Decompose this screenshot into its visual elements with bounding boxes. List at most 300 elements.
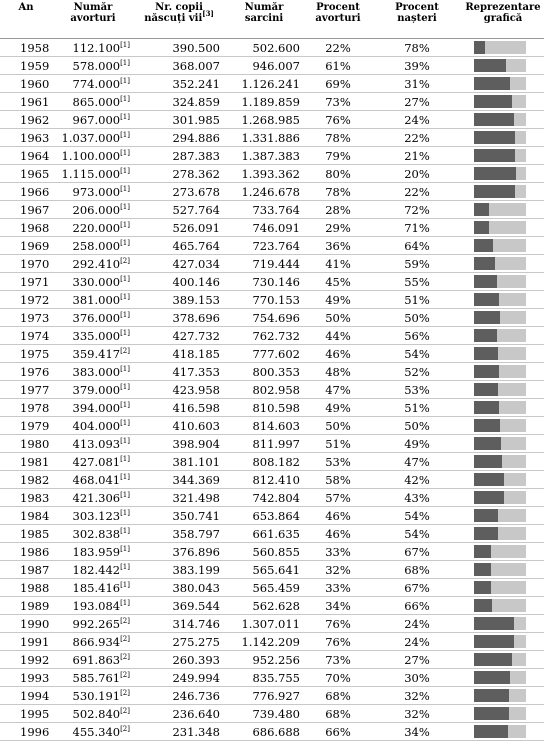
footnote-link[interactable]: [1] xyxy=(120,184,130,193)
births-cell: 275.275 xyxy=(134,633,224,651)
abortions-value: 258.000 xyxy=(72,238,121,253)
table-row xyxy=(0,381,544,399)
share-bar xyxy=(474,95,526,108)
abortions-value: 992.265 xyxy=(72,616,121,631)
footnote-link[interactable]: [2] xyxy=(120,634,130,643)
table-row xyxy=(0,57,544,75)
abortion-share-fill xyxy=(474,329,497,342)
pregnancies-cell: 754.696 xyxy=(224,309,304,327)
year-cell: 1980 xyxy=(0,435,52,453)
abortions-cell xyxy=(52,507,134,525)
birth-pct-cell: 50% xyxy=(372,417,462,435)
share-bar xyxy=(474,635,526,648)
chart-cell xyxy=(462,363,544,381)
abortions-value: 206.000 xyxy=(72,202,121,217)
abortion-share-fill xyxy=(474,365,499,378)
chart-cell xyxy=(462,579,544,597)
footnote-link[interactable]: [1] xyxy=(120,202,130,211)
abortion-pct-cell: 48% xyxy=(304,363,372,381)
abortions-value: 182.442 xyxy=(72,562,121,577)
abortion-share-fill xyxy=(474,113,514,126)
chart-cell xyxy=(462,273,544,291)
pregnancies-cell: 814.603 xyxy=(224,417,304,435)
pregnancies-cell: 812.410 xyxy=(224,471,304,489)
chart-cell xyxy=(462,93,544,111)
abortions-cell xyxy=(52,129,134,147)
header-births-label: Nr. copii născuți vii xyxy=(144,2,203,24)
footnote-link[interactable]: [2] xyxy=(120,706,130,715)
year-cell: 1959 xyxy=(0,57,52,75)
footnote-link[interactable]: [1] xyxy=(120,490,130,499)
chart-cell xyxy=(462,669,544,687)
year-cell: 1996 xyxy=(0,723,52,741)
birth-pct-cell: 24% xyxy=(372,111,462,129)
births-cell: 376.896 xyxy=(134,543,224,561)
abortions-cell xyxy=(52,579,134,597)
abortions-cell xyxy=(52,381,134,399)
pregnancies-cell: 952.256 xyxy=(224,651,304,669)
abortion-share-fill xyxy=(474,509,498,522)
abortions-cell xyxy=(52,75,134,93)
share-bar xyxy=(474,383,526,396)
share-bar xyxy=(474,617,526,630)
abortions-cell xyxy=(52,309,134,327)
abortion-pct-cell: 33% xyxy=(304,579,372,597)
share-bar xyxy=(474,221,526,234)
footnote-link[interactable]: [1] xyxy=(120,508,130,517)
footnote-link[interactable]: [1] xyxy=(120,562,130,571)
abortion-share-fill xyxy=(474,131,515,144)
abortions-value: 421.306 xyxy=(72,490,121,505)
birth-pct-cell: 27% xyxy=(372,93,462,111)
table-row xyxy=(0,669,544,687)
table-row xyxy=(0,561,544,579)
births-cell: 527.764 xyxy=(134,201,224,219)
births-cell: 231.348 xyxy=(134,723,224,741)
header-chart: Reprezentare grafică xyxy=(462,0,544,39)
share-bar xyxy=(474,185,526,198)
pregnancies-cell: 835.755 xyxy=(224,669,304,687)
abortions-cell xyxy=(52,291,134,309)
abortions-value: 413.093 xyxy=(72,436,121,451)
year-cell: 1973 xyxy=(0,309,52,327)
abortions-value: 585.761 xyxy=(72,670,121,685)
abortions-cell xyxy=(52,237,134,255)
birth-pct-cell: 55% xyxy=(372,273,462,291)
births-cell: 321.498 xyxy=(134,489,224,507)
footnote-link[interactable]: [2] xyxy=(120,652,130,661)
abortion-pct-cell: 50% xyxy=(304,417,372,435)
share-bar xyxy=(474,455,526,468)
chart-cell xyxy=(462,561,544,579)
share-bar xyxy=(474,437,526,450)
header-births-note[interactable]: [3] xyxy=(202,9,214,18)
abortions-value: 774.000 xyxy=(72,76,121,91)
year-cell: 1977 xyxy=(0,381,52,399)
year-cell: 1968 xyxy=(0,219,52,237)
abortions-value: 292.410 xyxy=(72,256,121,271)
pregnancies-cell: 946.007 xyxy=(224,57,304,75)
abortion-share-fill xyxy=(474,617,514,630)
abortions-value: 302.838 xyxy=(72,526,121,541)
birth-pct-cell: 54% xyxy=(372,507,462,525)
chart-cell xyxy=(462,633,544,651)
footnote-link[interactable]: [2] xyxy=(120,670,130,679)
birth-pct-cell: 20% xyxy=(372,165,462,183)
footnote-link[interactable]: [2] xyxy=(120,724,130,733)
pregnancies-cell: 565.459 xyxy=(224,579,304,597)
table-row xyxy=(0,543,544,561)
abortion-pct-cell: 70% xyxy=(304,669,372,687)
share-bar xyxy=(474,671,526,684)
table-row xyxy=(0,687,544,705)
footnote-link[interactable]: [1] xyxy=(120,328,130,337)
table-row xyxy=(0,417,544,435)
share-bar xyxy=(474,509,526,522)
footnote-link[interactable]: [1] xyxy=(120,238,130,247)
abortions-cell xyxy=(52,525,134,543)
abortions-cell xyxy=(52,561,134,579)
share-bar xyxy=(474,365,526,378)
abortion-share-fill xyxy=(474,437,501,450)
birth-pct-cell: 49% xyxy=(372,435,462,453)
abortions-cell xyxy=(52,255,134,273)
table-row xyxy=(0,129,544,147)
pregnancies-cell: 1.331.886 xyxy=(224,129,304,147)
header-year: An xyxy=(0,0,52,39)
footnote-link[interactable]: [1] xyxy=(120,436,130,445)
share-bar xyxy=(474,725,526,738)
births-cell: 427.732 xyxy=(134,327,224,345)
footnote-link[interactable]: [1] xyxy=(120,94,130,103)
abortions-value: 381.000 xyxy=(72,292,121,307)
pregnancies-cell: 1.189.859 xyxy=(224,93,304,111)
abortions-cell xyxy=(52,489,134,507)
table-row xyxy=(0,435,544,453)
share-bar xyxy=(474,491,526,504)
header-row xyxy=(0,0,544,39)
footnote-link[interactable]: [1] xyxy=(120,220,130,229)
birth-pct-cell: 47% xyxy=(372,453,462,471)
birth-pct-cell: 59% xyxy=(372,255,462,273)
births-cell: 324.859 xyxy=(134,93,224,111)
pregnancies-cell: 739.480 xyxy=(224,705,304,723)
births-cell: 380.043 xyxy=(134,579,224,597)
abortions-value: 502.840 xyxy=(72,706,121,721)
chart-cell xyxy=(462,543,544,561)
births-cell: 358.797 xyxy=(134,525,224,543)
footnote-link[interactable]: [2] xyxy=(120,688,130,697)
pregnancies-cell: 562.628 xyxy=(224,597,304,615)
table-row xyxy=(0,183,544,201)
share-bar xyxy=(474,545,526,558)
abortions-cell xyxy=(52,435,134,453)
abortion-pct-cell: 44% xyxy=(304,327,372,345)
abortion-pct-cell: 78% xyxy=(304,183,372,201)
footnote-link[interactable]: [1] xyxy=(120,454,130,463)
footnote-link[interactable]: [1] xyxy=(120,130,130,139)
year-cell: 1969 xyxy=(0,237,52,255)
abortion-pct-cell: 34% xyxy=(304,597,372,615)
share-bar xyxy=(474,149,526,162)
footnote-link[interactable]: [1] xyxy=(120,166,130,175)
abortions-value: 379.000 xyxy=(72,382,121,397)
abortion-share-fill xyxy=(474,383,498,396)
abortion-pct-cell: 69% xyxy=(304,75,372,93)
table-row xyxy=(0,471,544,489)
pregnancies-cell: 1.126.241 xyxy=(224,75,304,93)
births-cell: 278.362 xyxy=(134,165,224,183)
birth-pct-cell: 66% xyxy=(372,597,462,615)
year-cell: 1992 xyxy=(0,651,52,669)
births-cell: 273.678 xyxy=(134,183,224,201)
abortion-pct-cell: 49% xyxy=(304,399,372,417)
abortion-pct-cell: 58% xyxy=(304,471,372,489)
abortion-share-fill xyxy=(474,545,491,558)
birth-pct-cell: 54% xyxy=(372,345,462,363)
abortion-pct-cell: 50% xyxy=(304,309,372,327)
births-cell: 465.764 xyxy=(134,237,224,255)
abortion-pct-cell: 61% xyxy=(304,57,372,75)
births-cell: 344.369 xyxy=(134,471,224,489)
pregnancies-cell: 719.444 xyxy=(224,255,304,273)
abortions-value: 1.100.000 xyxy=(61,148,121,163)
share-bar xyxy=(474,599,526,612)
footnote-link[interactable]: [1] xyxy=(120,364,130,373)
abortion-pct-cell: 45% xyxy=(304,273,372,291)
share-bar xyxy=(474,653,526,666)
abortion-share-fill xyxy=(474,239,493,252)
abortions-value: 866.934 xyxy=(72,634,121,649)
footnote-link[interactable]: [1] xyxy=(120,148,130,157)
abortions-value: 359.417 xyxy=(72,346,121,361)
abortion-pct-cell: 46% xyxy=(304,525,372,543)
table-row xyxy=(0,525,544,543)
birth-pct-cell: 39% xyxy=(372,57,462,75)
chart-cell xyxy=(462,39,544,57)
birth-pct-cell: 22% xyxy=(372,129,462,147)
abortion-share-fill xyxy=(474,275,497,288)
footnote-link[interactable]: [1] xyxy=(120,472,130,481)
pregnancies-cell: 742.804 xyxy=(224,489,304,507)
table-row xyxy=(0,579,544,597)
footnote-link[interactable]: [1] xyxy=(120,112,130,121)
table-row xyxy=(0,705,544,723)
chart-cell xyxy=(462,453,544,471)
footnote-link[interactable]: [1] xyxy=(120,58,130,67)
year-cell: 1958 xyxy=(0,39,52,57)
year-cell: 1976 xyxy=(0,363,52,381)
table-row xyxy=(0,327,544,345)
chart-cell xyxy=(462,237,544,255)
pregnancies-cell: 802.958 xyxy=(224,381,304,399)
abortion-share-fill xyxy=(474,707,509,720)
year-cell: 1988 xyxy=(0,579,52,597)
abortions-value: 220.000 xyxy=(72,220,121,235)
births-cell: 389.153 xyxy=(134,291,224,309)
births-cell: 427.034 xyxy=(134,255,224,273)
year-cell: 1974 xyxy=(0,327,52,345)
abortions-value: 404.000 xyxy=(72,418,121,433)
births-cell: 249.994 xyxy=(134,669,224,687)
year-cell: 1990 xyxy=(0,615,52,633)
abortion-share-fill xyxy=(474,455,502,468)
abortions-cell xyxy=(52,615,134,633)
abortion-share-fill xyxy=(474,185,515,198)
abortions-value: 691.863 xyxy=(72,652,121,667)
abortions-value: 303.123 xyxy=(72,508,121,523)
year-cell: 1981 xyxy=(0,453,52,471)
birth-pct-cell: 64% xyxy=(372,237,462,255)
births-cell: 260.393 xyxy=(134,651,224,669)
pregnancies-cell: 746.091 xyxy=(224,219,304,237)
abortion-pct-cell: 68% xyxy=(304,687,372,705)
birth-pct-cell: 51% xyxy=(372,399,462,417)
birth-pct-cell: 42% xyxy=(372,471,462,489)
table-row xyxy=(0,111,544,129)
abortions-cell xyxy=(52,57,134,75)
births-cell: 350.741 xyxy=(134,507,224,525)
abortions-cell xyxy=(52,165,134,183)
abortion-pct-cell: 36% xyxy=(304,237,372,255)
year-cell: 1970 xyxy=(0,255,52,273)
footnote-link[interactable]: [1] xyxy=(120,526,130,535)
chart-cell xyxy=(462,507,544,525)
births-cell: 352.241 xyxy=(134,75,224,93)
abortion-share-fill xyxy=(474,599,492,612)
share-bar xyxy=(474,41,526,54)
abortion-pct-cell: 46% xyxy=(304,345,372,363)
abortion-share-fill xyxy=(474,311,500,324)
abortions-value: 455.340 xyxy=(72,724,121,739)
footnote-link[interactable]: [1] xyxy=(120,580,130,589)
abortion-pct-cell: 41% xyxy=(304,255,372,273)
abortion-pct-cell: 76% xyxy=(304,111,372,129)
table-row xyxy=(0,201,544,219)
birth-pct-cell: 72% xyxy=(372,201,462,219)
footnote-link[interactable]: [2] xyxy=(120,616,130,625)
abortions-cell xyxy=(52,687,134,705)
footnote-link[interactable]: [1] xyxy=(120,292,130,301)
abortions-value: 193.084 xyxy=(72,598,121,613)
abortions-value: 183.959 xyxy=(72,544,121,559)
year-cell: 1982 xyxy=(0,471,52,489)
footnote-link[interactable]: [1] xyxy=(120,418,130,427)
table-row xyxy=(0,453,544,471)
chart-cell xyxy=(462,309,544,327)
footnote-link[interactable]: [1] xyxy=(120,544,130,553)
share-bar xyxy=(474,527,526,540)
year-cell: 1975 xyxy=(0,345,52,363)
footnote-link[interactable]: [1] xyxy=(120,274,130,283)
abortion-share-fill xyxy=(474,203,489,216)
abortions-cell xyxy=(52,633,134,651)
footnote-link[interactable]: [1] xyxy=(120,400,130,409)
abortion-pct-cell: 76% xyxy=(304,615,372,633)
abortions-value: 1.115.000 xyxy=(61,166,121,181)
year-cell: 1967 xyxy=(0,201,52,219)
births-cell: 287.383 xyxy=(134,147,224,165)
abortion-share-fill xyxy=(474,401,499,414)
table-row xyxy=(0,363,544,381)
footnote-link[interactable]: [1] xyxy=(120,76,130,85)
pregnancies-cell: 1.387.383 xyxy=(224,147,304,165)
year-cell: 1985 xyxy=(0,525,52,543)
birth-pct-cell: 27% xyxy=(372,651,462,669)
births-cell: 390.500 xyxy=(134,39,224,57)
births-cell: 246.736 xyxy=(134,687,224,705)
share-bar xyxy=(474,77,526,90)
abortion-share-fill xyxy=(474,725,508,738)
chart-cell xyxy=(462,75,544,93)
abortions-cell xyxy=(52,543,134,561)
abortions-cell xyxy=(52,147,134,165)
table-row xyxy=(0,399,544,417)
year-cell: 1962 xyxy=(0,111,52,129)
chart-cell xyxy=(462,399,544,417)
chart-cell xyxy=(462,687,544,705)
pregnancies-cell: 776.927 xyxy=(224,687,304,705)
table-row xyxy=(0,165,544,183)
header-abortions: Număr avorturi xyxy=(52,0,134,39)
birth-pct-cell: 52% xyxy=(372,363,462,381)
births-cell: 417.353 xyxy=(134,363,224,381)
footnote-link[interactable]: [1] xyxy=(120,310,130,319)
chart-cell xyxy=(462,705,544,723)
pregnancies-cell: 777.602 xyxy=(224,345,304,363)
footnote-link[interactable]: [1] xyxy=(120,598,130,607)
share-bar xyxy=(474,401,526,414)
abortions-value: 1.037.000 xyxy=(61,130,121,145)
footnote-link[interactable]: [2] xyxy=(120,346,130,355)
pregnancies-cell: 762.732 xyxy=(224,327,304,345)
header-pregnancies: Număr sarcini xyxy=(224,0,304,39)
abortions-value: 578.000 xyxy=(72,58,121,73)
chart-cell xyxy=(462,255,544,273)
abortion-share-fill xyxy=(474,149,515,162)
birth-pct-cell: 24% xyxy=(372,633,462,651)
abortion-pct-cell: 29% xyxy=(304,219,372,237)
table-row xyxy=(0,651,544,669)
table-row xyxy=(0,237,544,255)
abortion-share-fill xyxy=(474,491,504,504)
pregnancies-cell: 1.393.362 xyxy=(224,165,304,183)
share-bar xyxy=(474,275,526,288)
header-abortion-pct: Procent avorturi xyxy=(304,0,372,39)
year-cell: 1993 xyxy=(0,669,52,687)
births-cell: 410.603 xyxy=(134,417,224,435)
footnote-link[interactable]: [1] xyxy=(120,382,130,391)
table-row xyxy=(0,633,544,651)
abortion-share-fill xyxy=(474,473,504,486)
pregnancies-cell: 565.641 xyxy=(224,561,304,579)
pregnancies-cell: 1.268.985 xyxy=(224,111,304,129)
year-cell: 1964 xyxy=(0,147,52,165)
birth-pct-cell: 68% xyxy=(372,561,462,579)
abortions-cell xyxy=(52,273,134,291)
footnote-link[interactable]: [2] xyxy=(120,256,130,265)
chart-cell xyxy=(462,57,544,75)
pregnancies-cell: 770.153 xyxy=(224,291,304,309)
chart-cell xyxy=(462,165,544,183)
abortion-pct-cell: 49% xyxy=(304,291,372,309)
footnote-link[interactable]: [1] xyxy=(120,40,130,49)
births-cell: 416.598 xyxy=(134,399,224,417)
abortions-cell xyxy=(52,93,134,111)
abortion-pct-cell: 28% xyxy=(304,201,372,219)
pregnancies-cell: 800.353 xyxy=(224,363,304,381)
table-row xyxy=(0,39,544,57)
